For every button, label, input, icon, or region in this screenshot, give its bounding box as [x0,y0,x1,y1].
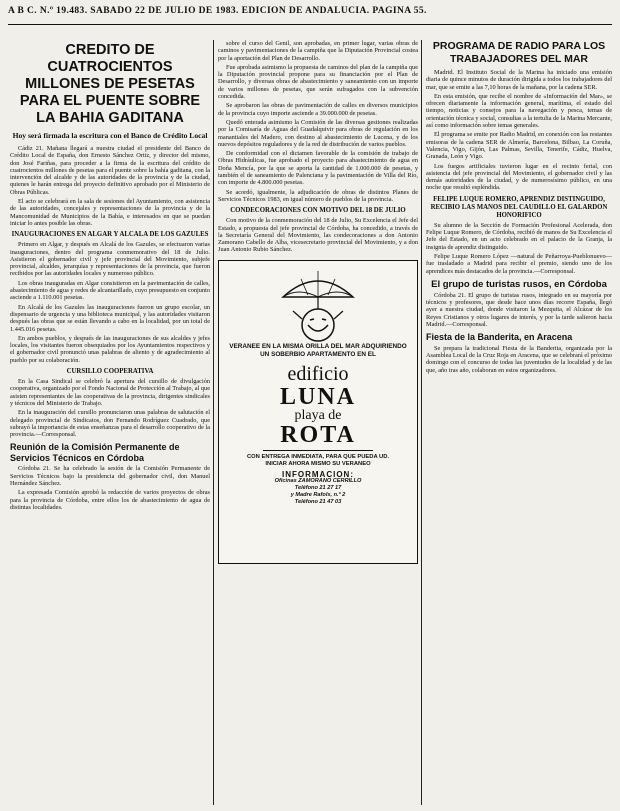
article-paragraph: En la Casa Sindical se celebró la apertura del cursillo de divulgación cooperativa, organizado por el Fondo Nacional de Protección al Trabajo, al que asisten representantes de las cooperativas de la provincia, dirigentes sindicales y técnicos del Ministerio de Trabajo. [10,378,210,407]
headline-banderita: Fiesta de la Banderita, en Aracena [426,332,573,343]
article-paragraph: El acto se celebrará en la sala de sesiones del Ayuntamiento, con asistencia de las autoridades, concejales y representaciones de la provincia y de la Mancomunidad de Municipios de la Bahía, e interesados en que se puedan iniciar lo antes posible las obras. [10,198,210,227]
sun-umbrella-illustration [273,265,363,343]
subhead-felipe-luque: FELIPE LUQUE ROMERO, APRENDIZ DISTINGUIDO, RECIBIO LAS MANOS DEL CAUDILLO EL GALARDON HONORIFICO [430,195,608,219]
page-header: A B C. N.º 19.483. SABADO 22 DE JULIO DE 1983. EDICION DE ANDALUCIA. PAGINA 55. [8,6,612,25]
article-paragraph: En la inauguración del cursillo pronunciaron unas palabras de salutación el delegado provincial de Sindicatos, don Fernando Rodríguez Cuadrado, que subrayó la importancia de estas enseñanzas para el desarrollo cooperativo de la provincia.—Corresponsal. [10,409,210,439]
ad-contact: Oficinas ZAMORANO CERRILLO [274,478,362,485]
ad-info-label: INFORMACION: [282,469,354,479]
article-paragraph: Primero en Algar, y después en Alcalá de los Gazules, se efectuaron varias inauguraciones, dentro del programa conmemorativo del 18 de Julio. Asistieron el gobernador civil y jefe provincial del Movimiento, subjefe provincial, alcaldes, jerarquías y representaciones de la provincia, que fueron recibidos por las autoridades locales y numeroso público. [10,241,210,278]
headline-turistas-rusos: El grupo de turistas rusos, en Córdoba [431,278,607,290]
subheadline-credito: Hoy será firmada la escritura con el Banco de Crédito Local [12,131,208,140]
article-paragraph: Cádiz 21. Mañana llegará a nuestra ciudad el presidente del Banco de Crédito Local de España, don Ernesto Sánchez Ortiz, y director del mismo, don José Fariñas, para proceder a la firma de la escritura del crédito de cuatrocientos millones de pesetas para el puente sobre la bahía gaditana, con la intervención del alcalde y de las autoridades de la provincia y de la ciudad, quienes le harán entrega del proyecto definitivo aprobado por el Ministerio de Obras Públicas. [10,145,210,196]
subhead-condecoraciones: CONDECORACIONES CON MOTIVO DEL 18 DE JULIO [230,207,406,215]
article-paragraph: Quedó enterada asimismo la Comisión de las diversas gestiones realizadas por la Comisaría de Aguas del Guadalquivir para obras de regulación en los manantiales del Madero, con destino al abastecimiento de Lucena, y de los nuevos depósitos reguladores y de la red de distribución de varios pueblos. [218,118,418,148]
headline-programa-radio: PROGRAMA DE RADIO PARA LOS TRABAJADORES DEL MAR [432,40,606,65]
article-paragraph: Se aprobaron las obras de pavimentación de calles en diversos municipios de la provincia cuyo importe asciende a 39.000.000 de pesetas. [218,102,418,117]
article-paragraph: Se prepara la tradicional Fiesta de la Banderita, organizada por la Asamblea Local de la Cruz Roja en Aracena, que se celebrará el próximo domingo con el concurso de todas las juventudes de la localidad y de las que, año tras año, colaboran en estos organizadores. [426,344,612,374]
subhead-inauguraciones: INAUGURACIONES EN ALGAR Y ALCALA DE LOS GAZULES [11,231,209,239]
article-paragraph: En ambos pueblos, y después de las inauguraciones de sus alcaldes y jefes locales, los visitantes fueron obsequiados por los Ayuntamientos respectivos y el gobernador civil pronunció unas palabras de aliento y de agradecimiento al pueblo por su colaboración. [10,334,210,364]
article-paragraph: Los fuegos artificiales tuvieron lugar en el recinto ferial, con asistencia del jefe provincial del Movimiento, el gobernador civil y las demás autoridades de la ciudad, y de numerosísimo público, en una noche que resultó espléndida. [426,162,612,192]
article-paragraph: De conformidad con el dictamen favorable de la comisión de trabajo de Obras Hidráulicas, fue aprobado el proyecto para abastecimiento de agua en Doña Mencía, por la que se aporta la cantidad de 1.000.000 de pesetas, y también el de saneamiento de Palenciana y la pavimentación de Villa del Río, con importe de 4.800.000 pesetas. [218,150,418,187]
article-paragraph: Madrid. El Instituto Social de la Marina ha iniciado una emisión diaria de quince minutos de duración dirigida a todos los trabajadores del mar, que se emite a las 7,10 horas de la mañana, por la cadena SER. [426,69,612,91]
column-rule [213,40,214,805]
article-paragraph: Córdoba 21. Se ha celebrado la sesión de la Comisión Permanente de Servicios Técnicos bajo la presidencia del gobernador civil, don Manuel Hernández Sánchez. [10,465,210,487]
headline-reunion: Reunión de la Comisión Permanente de Servicios Técnicos en Córdoba [10,442,180,463]
ad-contact: Teléfono 21 47 03 [294,499,342,506]
article-paragraph: En esta emisión, que recibe el nombre de «Información del Mar», se ofrecen diariamente la información general, marítima, el estado del tiempo, noticias y consejos para la navegación y pesca, temas de orientación técnica y social, consultas a la tertulia de la Marina Mercante, así como información sobre temas generales. [426,92,612,130]
ad-brand-rota: ROTA [280,421,356,448]
advertisement-edificio-luna [218,260,418,564]
article-paragraph: Con motivo de la conmemoración del 18 de Julio, Su Excelencia el Jefe del Estado, a propuesta del jefe provincial de Córdoba, ha concedido, a través de la Secretaría General del Movimiento, las condecoraciones a don Antonio Zamorano Cabello de Alba, vicesecretario provincial del Movimiento, y a don Juan Antonio Rubio Sánchez. [218,217,418,254]
article-paragraph: El programa se emite por Radio Madrid, en conexión con las restantes emisoras de la cadena SER de Almería, Barcelona, Bilbao, La Coruña, Valencia, Vigo, Gijón, Las Palmas, Sevilla, Tenerife, Cádiz, Huelva, Granada, León y Vigo. [426,131,612,161]
article-paragraph: sobre el curso del Genil, son aprobadas, en primer lugar, varias obras de caminos y pavimentaciones de la campiña que la Diputación Provincial costea por la aportación del Plan de Desarrollo. [218,40,418,62]
article-paragraph: En Alcalá de los Gazules las inauguraciones fueron un grupo escolar, un dispensario de urgencia y una biblioteca municipal, y las autoridades visitaron después las obras que se están llevando a cabo en la localidad, por un total de 1.445.016 pesetas. [10,303,210,333]
ad-brand-playa: playa de [294,407,342,423]
article-paragraph: Su alumno de la Sección de Formación Profesional Acelerada, don Felipe Luque Romero, de Córdoba, recibió de manos de Su Excelencia el Jefe del Estado, en un acto celebrado en el palacio de la Granja, la insignia de aprendiz distinguido. [426,221,612,251]
column-3 [426,40,612,805]
article-paragraph: La expresada Comisión aprobó la redacción de varios proyectos de obras para la provincia de Córdoba, entre ellos los de abastecimiento de agua de distintas localidades. [10,489,210,511]
subhead-cursillo: CURSILLO COOPERATIVA [66,368,154,376]
ad-contact: y Madre Rafols, n.º 2 [290,492,346,499]
ad-brand-edificio: edificio [287,362,349,385]
article-paragraph: Córdoba 21. El grupo de turistas rusos, integrado en su mayoría por técnicos y profesores, que desde hace unos días recorre España, llegó ayer a nuestra ciudad, donde visitaron la Mezquita, el Alcázar de los Reyes Cristianos y otros lugares de interés, y por la tarde salieron hacia Madrid.—Corresponsal. [426,291,612,329]
ad-pitch: CON ENTREGA INMEDIATA, PARA QUE PUEDA UD. INICIAR AHORA MISMO SU VERANEO [246,453,390,467]
headline-credito: CREDITO DE CUATROCIENTOS MILLONES DE PESETAS PARA EL PUENTE SOBRE LA BAHIA GADITANA [19,42,201,126]
ad-contact: Teléfono 21 27 17 [294,485,342,492]
article-paragraph: Los obras inauguradas en Algar consistieron en la pavimentación de calles, abastecimiento de agua y redes de alcantarillado, cuyo presupuesto en conjunto asciende a 1.110.001 pesetas. [10,279,210,302]
article-paragraph: Fue aprobada asimismo la propuesta de caminos del plan de la campiña que la Diputación provincial propone para su financiación por el Plan de Desarrollo, y diversas obras de abastecimiento y saneamiento con un importe de varios millones de pesetas, que serán sufragados con la subvención concedida. [218,63,418,101]
article-paragraph: Se acordó, igualmente, la adjudicación de obras de distintos Planes de Servicios Técnicos 1983, en igual número de pueblos de la provincia. [218,188,418,203]
column-1 [10,40,210,805]
ad-brand-luna: LUNA [279,383,356,410]
ad-tagline: VERANEE EN LA MISMA ORILLA DEL MAR ADQUIRIENDO UN SOBERBIO APARTAMENTO EN EL [229,342,407,358]
column-rule [421,40,422,805]
article-paragraph: Felipe Luque Romero López —natural de Peñarroya-Pueblonuevo— fue trasladado a Madrid para recibir el premio, siendo uno de los aprendices más destacados de la provincia.—Corresponsal. [426,252,612,275]
ad-divider [263,450,373,451]
column-2 [218,40,418,805]
